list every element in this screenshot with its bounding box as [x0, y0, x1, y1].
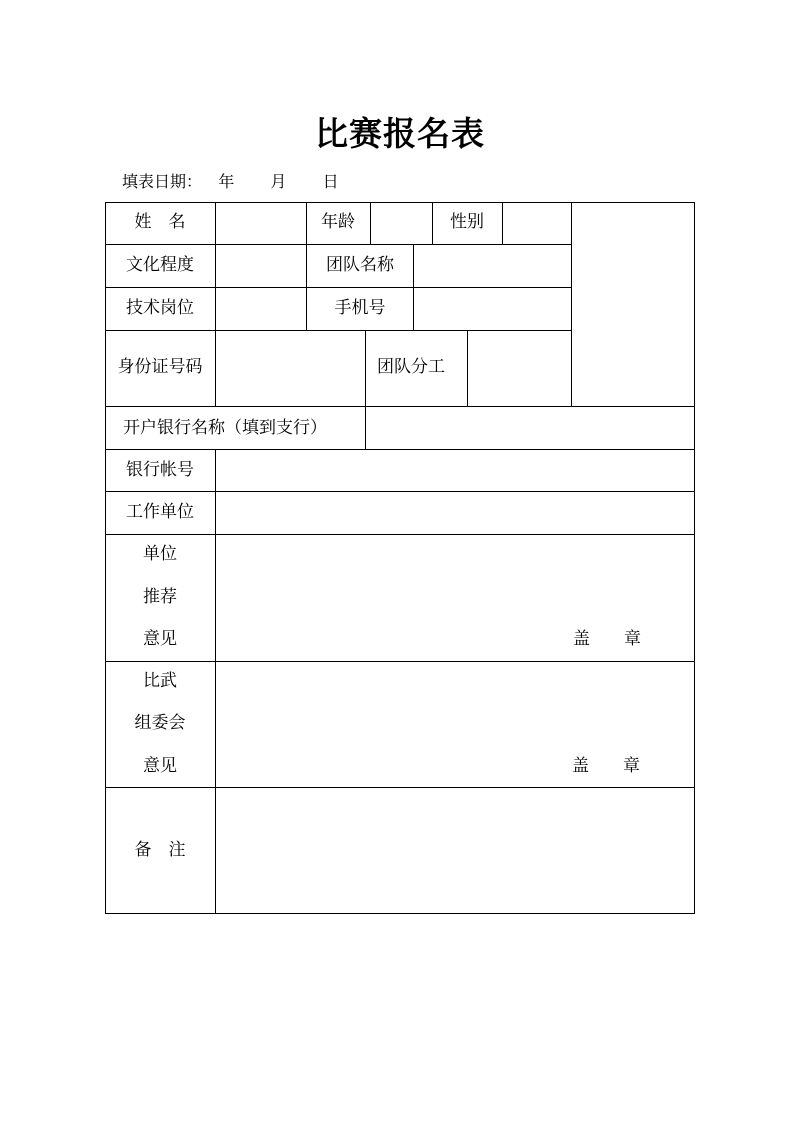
remarks-field[interactable]: [216, 788, 694, 913]
work-unit-field[interactable]: [216, 492, 694, 534]
team-name-field[interactable]: [414, 245, 571, 287]
team-role-label: 团队分工: [377, 357, 445, 377]
name-label: 姓 名: [134, 212, 186, 232]
bank-account-label: 银行帐号: [126, 460, 194, 480]
committee-opinion-line-2: 组委会: [134, 713, 186, 733]
education-label: 文化程度: [126, 255, 194, 275]
position-field[interactable]: [216, 288, 306, 330]
form-title: 比赛报名表: [315, 114, 485, 153]
fill-date-label: 填表日期：: [122, 172, 203, 191]
name-field[interactable]: [216, 203, 306, 244]
id-number-label: 身份证号码: [117, 357, 203, 377]
phone-field[interactable]: [414, 288, 571, 330]
bank-name-label: 开户银行名称（填到支行）: [123, 418, 327, 438]
fill-date-day: 日: [322, 172, 339, 191]
gender-field[interactable]: [503, 203, 571, 244]
education-field[interactable]: [216, 245, 306, 287]
age-label: 年龄: [321, 212, 355, 232]
id-number-field[interactable]: [216, 331, 365, 406]
bank-account-field[interactable]: [216, 450, 694, 491]
remarks-label: 备 注: [134, 840, 186, 860]
team-name-label: 团队名称: [326, 255, 394, 275]
fill-date-year: 年: [218, 172, 235, 191]
committee-seal-label: 盖 章: [572, 756, 640, 776]
unit-seal-label: 盖 章: [573, 629, 641, 649]
unit-opinion-line-3: 意见: [143, 629, 177, 649]
bank-name-field[interactable]: [366, 407, 694, 449]
fill-date-month: 月: [270, 172, 287, 191]
unit-opinion-line-1: 单位: [143, 544, 177, 564]
unit-opinion-line-2: 推荐: [143, 587, 177, 607]
age-field[interactable]: [371, 203, 432, 244]
photo-cell[interactable]: [572, 203, 694, 406]
gender-label: 性别: [450, 212, 484, 232]
committee-opinion-line-3: 意见: [143, 756, 177, 776]
work-unit-label: 工作单位: [126, 502, 194, 522]
position-label: 技术岗位: [126, 298, 194, 318]
team-role-field[interactable]: [468, 331, 571, 406]
phone-label: 手机号: [334, 298, 386, 318]
committee-opinion-line-1: 比武: [143, 671, 177, 691]
